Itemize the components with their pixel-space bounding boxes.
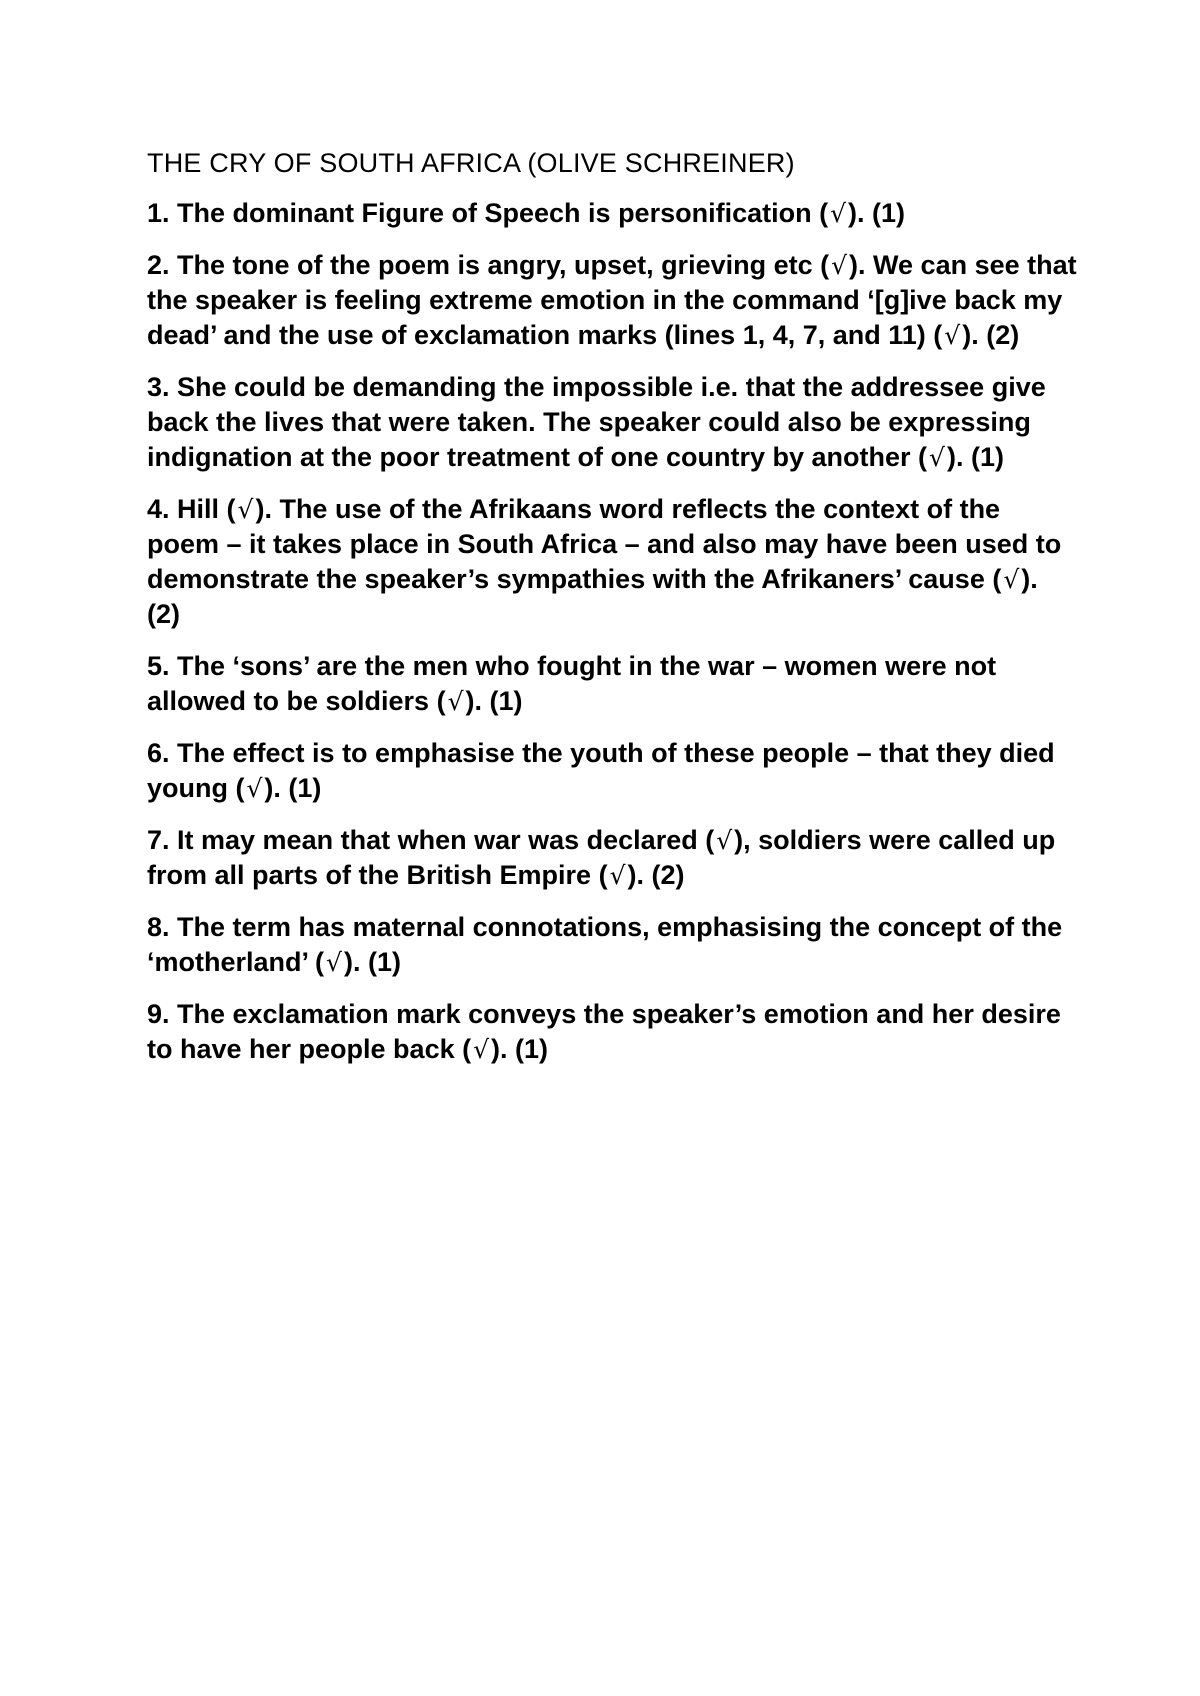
check-mark-icon: √ xyxy=(246,774,263,803)
answer-4 xyxy=(147,492,1077,632)
answer-text: ). We can see that the speaker is feeling extreme emotion in the command ‘[g]ive back my dead’ and the use of exclamation marks (lines 1, 4, 7, and 11) ( xyxy=(147,250,1077,350)
check-mark-icon: √ xyxy=(237,495,254,524)
check-mark-icon: √ xyxy=(929,443,945,472)
answer-text: 4. Hill ( xyxy=(147,494,236,524)
check-mark-icon: √ xyxy=(830,199,847,228)
answer-text: ). (1) xyxy=(343,947,401,977)
check-mark-icon: √ xyxy=(609,861,626,890)
check-mark-icon: √ xyxy=(1003,565,1020,594)
answer-8 xyxy=(147,910,1077,980)
check-mark-icon: √ xyxy=(716,826,733,855)
answer-text: 7. It may mean that when war was declared ( xyxy=(147,825,715,855)
memo-page xyxy=(147,146,1077,1084)
check-mark-icon: √ xyxy=(326,948,342,977)
answer-2 xyxy=(147,248,1077,353)
answer-9 xyxy=(147,997,1077,1067)
answer-text: ). (1) xyxy=(848,198,906,228)
check-mark-icon: √ xyxy=(473,1035,490,1064)
answer-7 xyxy=(147,823,1077,893)
answer-text: 2. The tone of the poem is angry, upset, grieving etc ( xyxy=(147,250,830,280)
answer-text: 9. The exclamation mark conveys the speaker’s emotion and her desire to have her people back ( xyxy=(147,999,1061,1064)
answer-text: ). (2) xyxy=(147,564,1038,629)
answer-text: ). (2) xyxy=(962,320,1020,350)
answer-text: ). (1) xyxy=(465,686,523,716)
answer-text: 5. The ‘sons’ are the men who fought in the war – women were not allowed to be soldiers ( xyxy=(147,651,997,716)
answer-text: 1. The dominant Figure of Speech is personification ( xyxy=(147,198,829,228)
answer-text: ), soldiers were called up from all parts of the British Empire ( xyxy=(147,825,1056,890)
answer-1 xyxy=(147,196,1077,231)
document-title: THE CRY OF SOUTH AFRICA (OLIVE SCHREINER) xyxy=(147,148,795,178)
answer-text: 6. The effect is to emphasise the youth of these people – that they died young ( xyxy=(147,738,1055,803)
answer-text: ). The use of the Afrikaans word reflects the context of the poem – it takes place in South Africa – and also may have been used to demonstrate the speaker’s sympathies with the Afrikaners’ cause ( xyxy=(147,494,1062,594)
answer-text: ). (1) xyxy=(946,442,1004,472)
answer-text: ). (2) xyxy=(627,860,685,890)
answer-text: 8. The term has maternal connotations, emphasising the concept of the ‘motherland’ ( xyxy=(147,912,1063,977)
check-mark-icon: √ xyxy=(447,687,464,716)
answer-5 xyxy=(147,649,1077,719)
check-mark-icon: √ xyxy=(944,321,961,350)
check-mark-icon: √ xyxy=(831,251,848,280)
answer-6 xyxy=(147,736,1077,806)
answer-text: ). (1) xyxy=(264,773,322,803)
answer-text: ). (1) xyxy=(491,1034,549,1064)
answer-text: 3. She could be demanding the impossible i.e. that the addressee give back the lives that were taken. The speaker could also be expressing indignation at the poor treatment of one country by another ( xyxy=(147,372,1046,472)
answer-3 xyxy=(147,370,1077,475)
